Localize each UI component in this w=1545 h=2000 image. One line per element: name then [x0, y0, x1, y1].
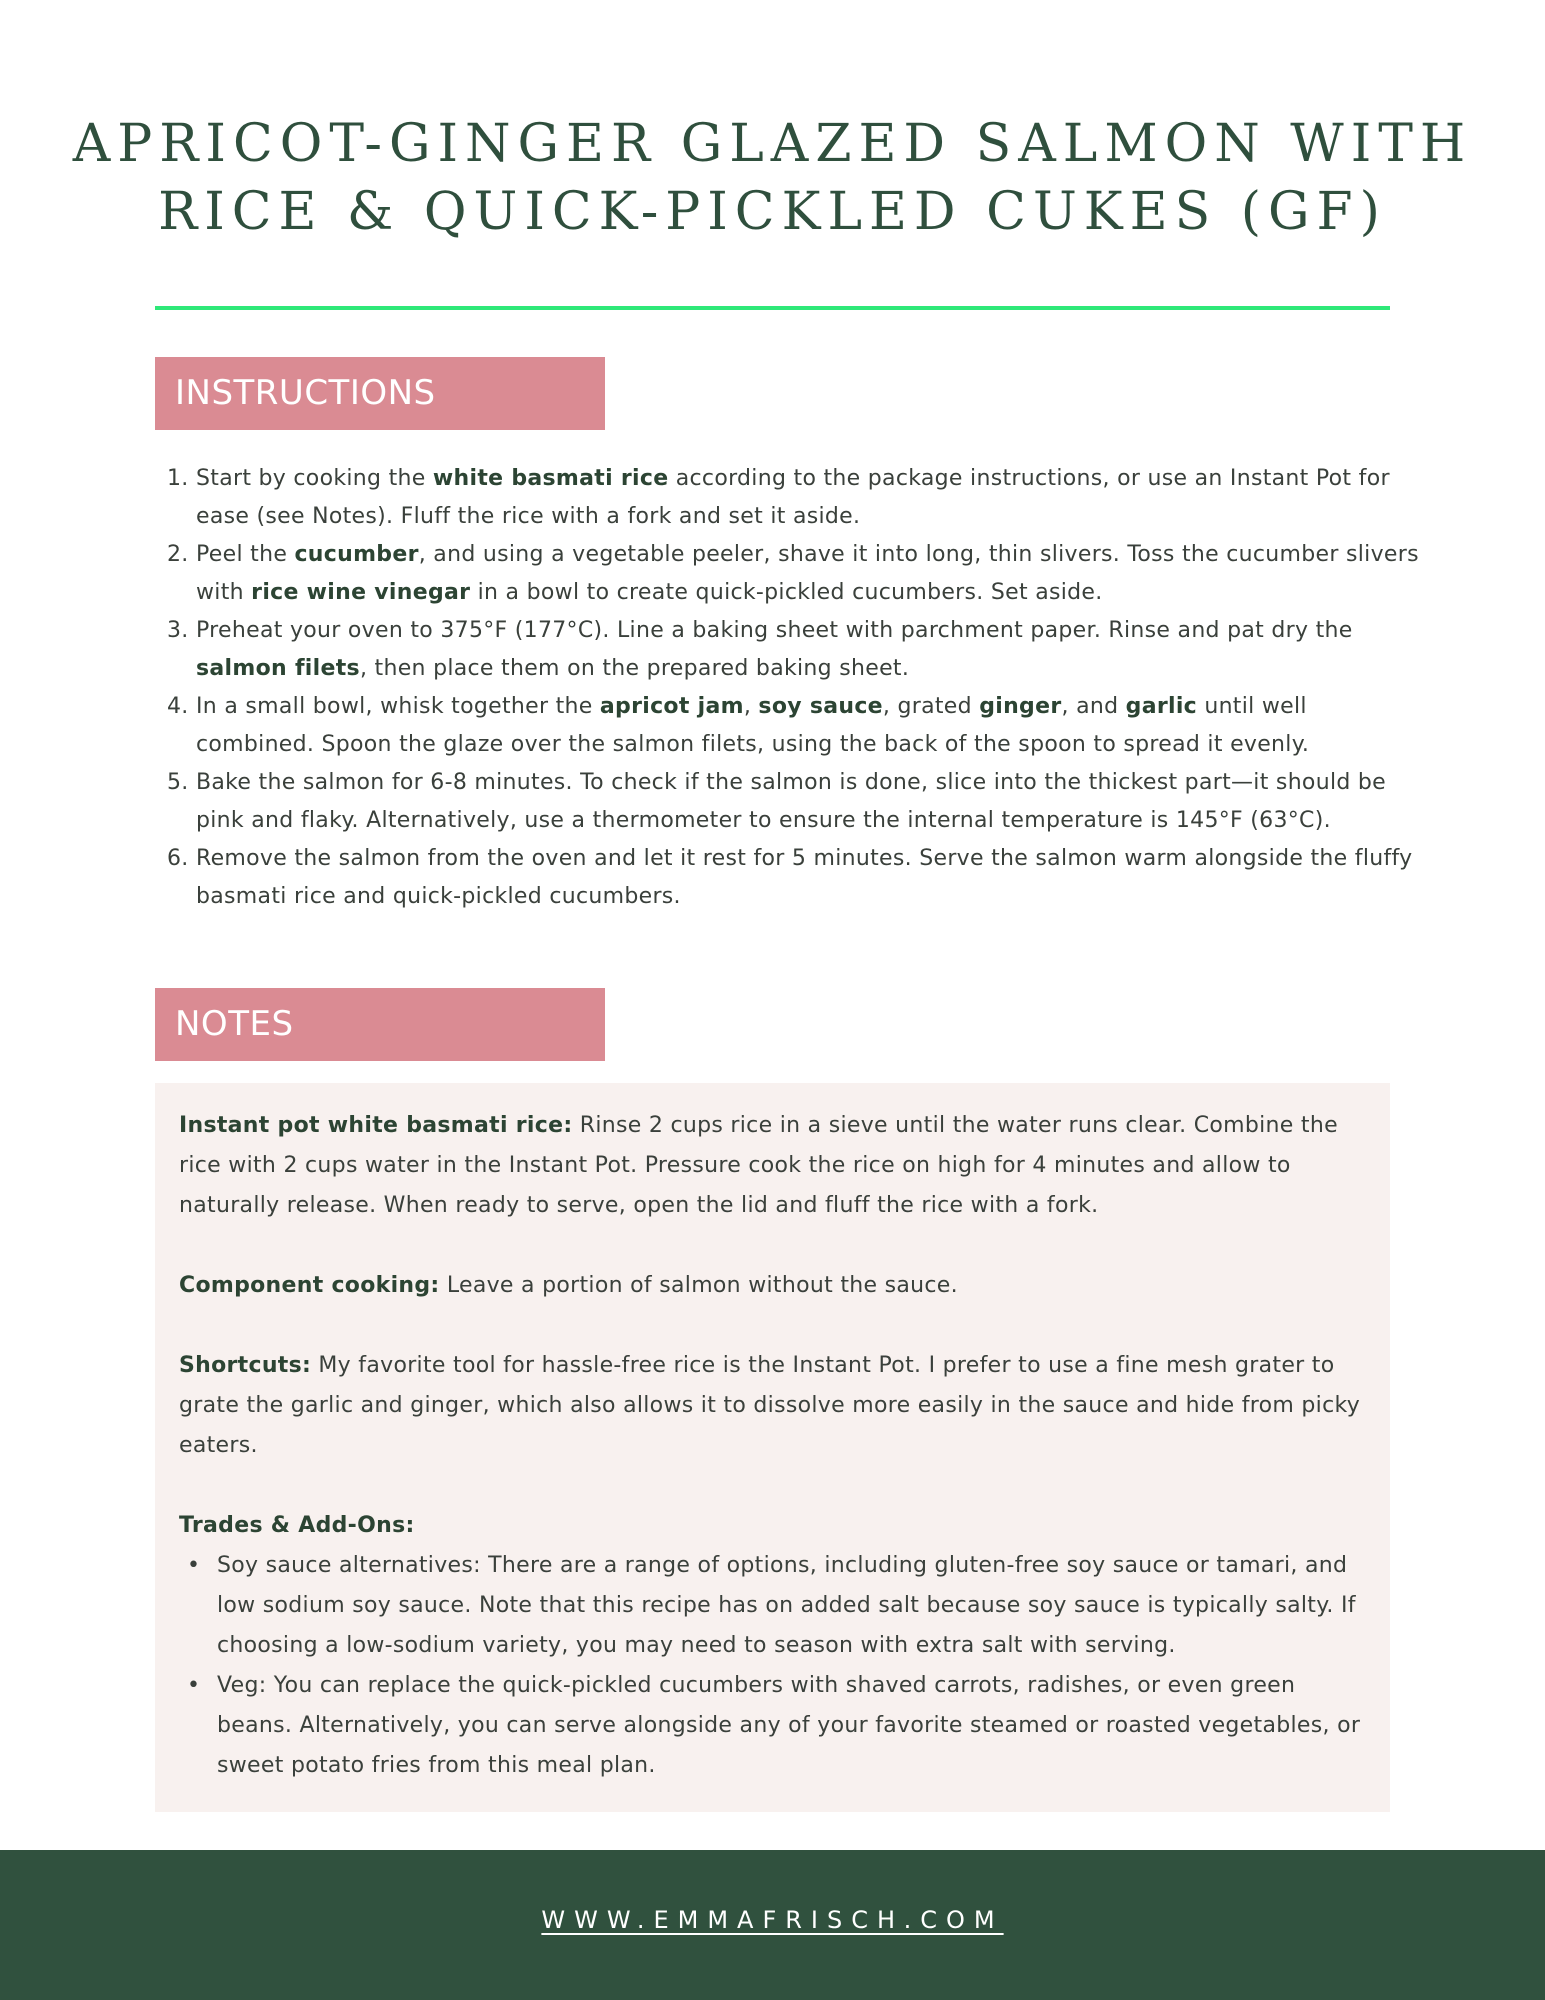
instruction-step [155, 764, 1420, 840]
step-text: In a small bowl, whisk together the [196, 694, 600, 719]
step-text: , grated [882, 694, 980, 719]
recipe-title [0, 110, 1545, 246]
instruction-step [155, 460, 1420, 536]
list-item [179, 1666, 1366, 1786]
step-text: , [743, 694, 759, 719]
notes-header: NOTES [155, 988, 605, 1061]
step-text: Preheat your oven to 375°F (177°C). Line a baking sheet with parchment paper. Rinse and pat dry the [196, 618, 1353, 643]
step-text: Remove the salmon from the oven and let it rest for 5 minutes. Serve the salmon warm alongside the fluffy basmati rice and quick-pickled cucumbers. [196, 846, 1413, 909]
note-instant-pot-text: Rinse 2 cups rice in a sieve until the water runs clear. Combine the rice with 2 cups water in the Instant Pot. Pressure cook the rice on high for 4 minutes and allow to naturally release. When ready to serve, open the lid and fluff the rice with a fork. [179, 1113, 1338, 1218]
step-number: 6. [167, 846, 189, 871]
note-component-text: Leave a portion of salmon without the sauce. [439, 1273, 958, 1298]
ingredient-highlight: white basmati rice [432, 466, 669, 491]
instructions-list [155, 460, 1420, 916]
note-component-cooking [179, 1266, 1366, 1306]
instruction-step [155, 840, 1420, 916]
notes-box [155, 1083, 1390, 1812]
instruction-step [155, 688, 1420, 764]
step-text: until well combined. Spoon the glaze over the salmon filets, using the back of the spoon to spread it evenly. [196, 694, 1310, 757]
step-text: , then place them on the prepared baking sheet. [359, 656, 910, 681]
note-component-label: Component cooking: [179, 1273, 440, 1298]
trades-item-text: Soy sauce alternatives: There are a range of options, including gluten-free soy sauce or tamari, and low sodium soy sauce. Note that this recipe has on added salt because soy sauce is typically salty. If choosing a low-sodium variety, you may need to season with extra salt with serving. [217, 1553, 1356, 1658]
note-shortcuts-label: Shortcuts: [179, 1353, 312, 1378]
step-number: 4. [167, 694, 189, 719]
title-divider [155, 306, 1390, 310]
ingredient-highlight: garlic [1125, 694, 1198, 719]
step-number: 2. [167, 542, 189, 567]
step-text: Peel the [196, 542, 295, 567]
note-trades-label: Trades & Add-Ons: [179, 1513, 415, 1538]
step-text: Bake the salmon for 6-8 minutes. To check if the salmon is done, slice into the thickest part—it should be pink and flaky. Alternatively, use a thermometer to ensure the internal temperature is 145°F (63°C). [196, 770, 1387, 833]
list-item [179, 1546, 1366, 1666]
bullet-icon: • [187, 1673, 201, 1698]
ingredient-highlight: ginger [979, 694, 1062, 719]
step-number: 3. [167, 618, 189, 643]
footer [0, 1850, 1545, 2000]
trades-list [179, 1546, 1366, 1786]
trades-item-text: Veg: You can replace the quick-pickled cucumbers with shaved carrots, radishes, or even green beans. Alternatively, you can serve alongside any of your favorite steamed or roasted vegetables, or sweet potato fries from this meal plan. [217, 1673, 1361, 1778]
recipe-title-line-2: RICE & QUICK-PICKLED CUKES (GF) [158, 182, 1387, 242]
step-text: in a bowl to create quick-pickled cucumbers. Set aside. [470, 580, 1103, 605]
step-number: 5. [167, 770, 189, 795]
instructions-header: INSTRUCTIONS [155, 357, 605, 430]
note-instant-pot [179, 1106, 1366, 1226]
note-trades-title [179, 1506, 1366, 1546]
ingredient-highlight: rice wine vinegar [251, 580, 471, 605]
note-shortcuts-text: My favorite tool for hassle-free rice is the Instant Pot. I prefer to use a fine mesh grater to grate the garlic and ginger, which also allows it to dissolve more easily in the sauce and hide from picky eaters. [179, 1353, 1361, 1458]
step-text: Start by cooking the [196, 466, 433, 491]
instruction-step [155, 536, 1420, 612]
note-instant-pot-label: Instant pot white basmati rice: [179, 1113, 573, 1138]
instruction-step [155, 612, 1420, 688]
ingredient-highlight: salmon filets [196, 656, 360, 681]
step-text: according to the package instructions, or use an Instant Pot for ease (see Notes). Fluff the rice with a fork and set it aside. [196, 466, 1390, 529]
step-text: , and using a vegetable peeler, shave it into long, thin slivers. Toss the cucumber slivers with [196, 542, 1419, 605]
ingredient-highlight: cucumber [294, 542, 419, 567]
ingredient-highlight: apricot jam [599, 694, 744, 719]
step-number: 1. [167, 466, 189, 491]
ingredient-highlight: soy sauce [758, 694, 883, 719]
bullet-icon: • [187, 1553, 201, 1578]
step-text: , and [1061, 694, 1126, 719]
note-shortcuts [179, 1346, 1366, 1466]
website-link[interactable]: WWW.EMMAFRISCH.COM [541, 1906, 1004, 1934]
recipe-title-line-1: APRICOT-GINGER GLAZED SALMON WITH [72, 114, 1473, 174]
